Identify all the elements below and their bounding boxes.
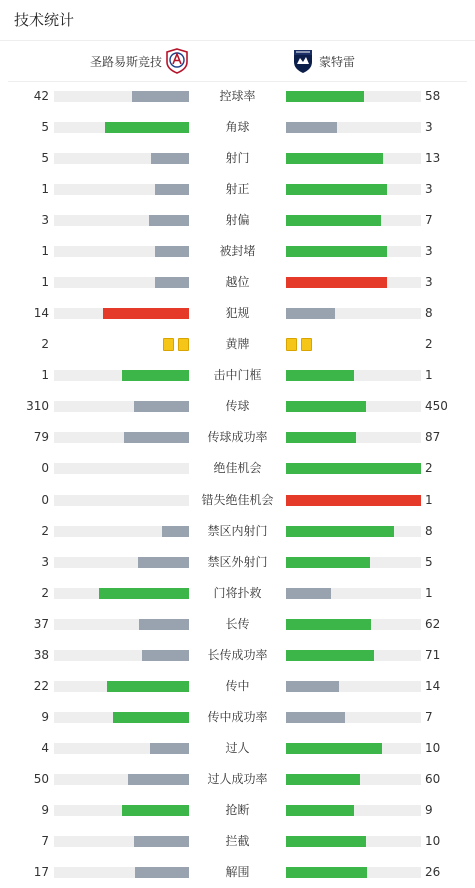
away-bar-fill bbox=[286, 588, 331, 599]
away-bar-track bbox=[286, 401, 421, 412]
home-bar-track bbox=[54, 867, 189, 878]
home-bar-track bbox=[54, 401, 189, 412]
home-bar-track bbox=[54, 246, 189, 257]
away-bar-track bbox=[286, 867, 421, 878]
home-value: 37 bbox=[33, 616, 49, 631]
home-yellow-cards bbox=[163, 338, 189, 351]
stat-label: 拦截 bbox=[225, 833, 250, 848]
stat-row bbox=[0, 360, 475, 391]
home-bar-fill bbox=[155, 184, 189, 195]
away-bar-track bbox=[286, 370, 421, 381]
yellow-card-icon bbox=[178, 338, 189, 351]
away-bar-track bbox=[286, 153, 421, 164]
away-value: 3 bbox=[425, 244, 433, 259]
away-bar-fill bbox=[286, 91, 364, 102]
home-value: 2 bbox=[41, 523, 49, 538]
home-bar-fill bbox=[107, 681, 189, 692]
stat-label: 禁区内射门 bbox=[207, 523, 268, 538]
away-bar-track bbox=[286, 588, 421, 599]
away-value: 26 bbox=[425, 865, 441, 879]
away-bar-track bbox=[286, 650, 421, 661]
atletico-san-luis-logo-icon[interactable] bbox=[165, 48, 189, 74]
home-bar-fill bbox=[105, 122, 189, 133]
home-bar-track bbox=[54, 619, 189, 630]
home-value: 7 bbox=[41, 833, 49, 848]
page-title: 技术统计 bbox=[14, 11, 75, 29]
stat-label: 射门 bbox=[225, 151, 250, 166]
away-bar-track bbox=[286, 557, 421, 568]
away-value: 62 bbox=[425, 616, 441, 631]
away-value: 10 bbox=[425, 833, 441, 848]
home-bar-track bbox=[54, 743, 189, 754]
stat-row bbox=[0, 609, 475, 640]
home-team-name[interactable]: 圣路易斯竞技 bbox=[89, 55, 162, 69]
home-bar-track bbox=[54, 774, 189, 785]
away-value: 5 bbox=[425, 554, 433, 569]
home-value: 5 bbox=[41, 151, 49, 166]
away-bar-track bbox=[286, 463, 421, 474]
away-bar-fill bbox=[286, 432, 356, 443]
stat-label: 越位 bbox=[225, 275, 250, 290]
home-value: 42 bbox=[33, 89, 49, 103]
title-divider bbox=[0, 40, 475, 41]
stat-row bbox=[0, 516, 475, 547]
stat-label: 长传成功率 bbox=[207, 647, 268, 662]
home-value: 1 bbox=[41, 368, 49, 383]
away-bar-fill bbox=[286, 246, 387, 257]
away-value: 450 bbox=[425, 399, 448, 414]
away-bar-track bbox=[286, 619, 421, 630]
away-bar-track bbox=[286, 836, 421, 847]
yellow-card-icon bbox=[163, 338, 174, 351]
home-bar-fill bbox=[149, 215, 190, 226]
away-bar-fill bbox=[286, 308, 335, 319]
home-bar-fill bbox=[155, 277, 189, 288]
home-bar-track bbox=[54, 836, 189, 847]
home-value: 9 bbox=[41, 802, 49, 817]
away-bar-track bbox=[286, 246, 421, 257]
stat-row bbox=[0, 143, 475, 174]
home-bar-track bbox=[54, 650, 189, 661]
away-bar-track bbox=[286, 277, 421, 288]
away-bar-fill bbox=[286, 774, 360, 785]
away-value: 1 bbox=[425, 585, 433, 600]
away-value: 3 bbox=[425, 275, 433, 290]
away-bar-track bbox=[286, 774, 421, 785]
away-value: 9 bbox=[425, 802, 433, 817]
away-bar-track bbox=[286, 743, 421, 754]
home-bar-track bbox=[54, 370, 189, 381]
stat-row bbox=[0, 578, 475, 609]
home-bar-track bbox=[54, 215, 189, 226]
away-bar-fill bbox=[286, 805, 354, 816]
away-value: 8 bbox=[425, 523, 433, 538]
home-bar-track bbox=[54, 308, 189, 319]
home-bar-fill bbox=[138, 557, 189, 568]
home-bar-track bbox=[54, 712, 189, 723]
home-bar-fill bbox=[134, 401, 189, 412]
away-bar-fill bbox=[286, 836, 366, 847]
away-value: 7 bbox=[425, 213, 433, 228]
away-value: 2 bbox=[425, 461, 433, 476]
home-bar-fill bbox=[99, 588, 189, 599]
away-bar-fill bbox=[286, 122, 337, 133]
home-bar-fill bbox=[134, 836, 189, 847]
home-value: 3 bbox=[41, 554, 49, 569]
away-value: 1 bbox=[425, 368, 433, 383]
away-bar-fill bbox=[286, 463, 421, 474]
stat-label: 击中门框 bbox=[213, 368, 262, 383]
stat-label: 抢断 bbox=[225, 802, 250, 817]
yellow-card-icon bbox=[286, 338, 297, 351]
away-value: 87 bbox=[425, 430, 441, 445]
stat-row bbox=[0, 81, 475, 112]
away-bar-track bbox=[286, 805, 421, 816]
away-value: 71 bbox=[425, 647, 441, 662]
home-value: 1 bbox=[41, 275, 49, 290]
away-value: 3 bbox=[425, 182, 433, 197]
stat-row bbox=[0, 640, 475, 671]
stat-row bbox=[0, 205, 475, 236]
stat-label: 被封堵 bbox=[219, 244, 256, 259]
away-bar-fill bbox=[286, 184, 387, 195]
stat-row bbox=[0, 174, 475, 205]
home-bar-fill bbox=[122, 370, 190, 381]
away-value: 13 bbox=[425, 151, 441, 166]
home-bar-track bbox=[54, 277, 189, 288]
stat-row bbox=[0, 112, 475, 143]
home-value: 2 bbox=[41, 585, 49, 600]
stat-row bbox=[0, 547, 475, 578]
stat-label: 黄牌 bbox=[225, 337, 250, 352]
away-bar-track bbox=[286, 681, 421, 692]
stat-label: 传球成功率 bbox=[207, 430, 268, 445]
away-bar-fill bbox=[286, 650, 374, 661]
home-bar-fill bbox=[135, 867, 189, 878]
stat-label: 解围 bbox=[225, 865, 250, 879]
stat-row bbox=[0, 298, 475, 329]
home-bar-fill bbox=[150, 743, 189, 754]
home-bar-fill bbox=[139, 619, 189, 630]
stat-row bbox=[0, 702, 475, 733]
home-value: 2 bbox=[41, 337, 49, 352]
away-bar-fill bbox=[286, 557, 370, 568]
yellow-card-icon bbox=[301, 338, 312, 351]
away-bar-track bbox=[286, 122, 421, 133]
home-bar-track bbox=[54, 681, 189, 692]
away-bar-track bbox=[286, 495, 421, 506]
stat-row bbox=[0, 485, 475, 516]
home-bar-track bbox=[54, 463, 189, 474]
stat-label: 犯规 bbox=[225, 306, 250, 321]
away-value: 1 bbox=[425, 492, 433, 507]
home-bar-fill bbox=[155, 246, 189, 257]
stat-label: 过人 bbox=[225, 740, 250, 755]
home-bar-fill bbox=[122, 805, 190, 816]
away-bar-track bbox=[286, 526, 421, 537]
away-bar-fill bbox=[286, 401, 366, 412]
home-bar-track bbox=[54, 588, 189, 599]
home-bar-track bbox=[54, 91, 189, 102]
home-bar-track bbox=[54, 122, 189, 133]
home-bar-track bbox=[54, 184, 189, 195]
stat-label: 禁区外射门 bbox=[207, 554, 268, 569]
home-value: 0 bbox=[41, 461, 49, 476]
stat-row bbox=[0, 733, 475, 764]
stat-row bbox=[0, 857, 475, 888]
away-bar-fill bbox=[286, 681, 339, 692]
stat-row bbox=[0, 826, 475, 857]
home-value: 1 bbox=[41, 182, 49, 197]
stat-row bbox=[0, 671, 475, 702]
away-bar-fill bbox=[286, 743, 382, 754]
stat-row bbox=[0, 236, 475, 267]
away-bar-fill bbox=[286, 495, 421, 506]
stat-label: 错失绝佳机会 bbox=[201, 492, 274, 507]
home-value: 0 bbox=[41, 492, 49, 507]
stat-label: 过人成功率 bbox=[207, 771, 268, 786]
stat-row bbox=[0, 795, 475, 826]
away-bar-fill bbox=[286, 867, 367, 878]
stat-row bbox=[0, 764, 475, 795]
home-bar-fill bbox=[128, 774, 189, 785]
stat-label: 角球 bbox=[225, 120, 250, 135]
away-bar-fill bbox=[286, 712, 345, 723]
stat-row bbox=[0, 267, 475, 298]
away-bar-fill bbox=[286, 215, 381, 226]
away-team-name[interactable]: 蒙特雷 bbox=[319, 55, 356, 69]
home-value: 3 bbox=[41, 213, 49, 228]
home-value: 14 bbox=[33, 306, 49, 321]
stat-label: 绝佳机会 bbox=[213, 461, 262, 476]
stat-row bbox=[0, 453, 475, 484]
away-value: 10 bbox=[425, 740, 441, 755]
monterrey-logo-icon[interactable] bbox=[292, 48, 314, 74]
away-value: 7 bbox=[425, 709, 433, 724]
home-value: 17 bbox=[33, 865, 49, 879]
stat-row bbox=[0, 422, 475, 453]
away-bar-fill bbox=[286, 619, 371, 630]
away-yellow-cards bbox=[286, 338, 312, 351]
home-value: 22 bbox=[33, 678, 49, 693]
away-value: 3 bbox=[425, 120, 433, 135]
home-bar-fill bbox=[142, 650, 189, 661]
stat-label: 传球 bbox=[225, 399, 250, 414]
stat-row bbox=[0, 391, 475, 422]
home-bar-track bbox=[54, 557, 189, 568]
home-bar-fill bbox=[124, 432, 189, 443]
away-value: 60 bbox=[425, 771, 441, 786]
away-value: 58 bbox=[425, 89, 441, 103]
home-value: 79 bbox=[33, 430, 49, 445]
teams-header bbox=[0, 46, 475, 76]
home-value: 5 bbox=[41, 120, 49, 135]
home-value: 1 bbox=[41, 244, 49, 259]
stat-label: 长传 bbox=[225, 616, 250, 631]
home-bar-fill bbox=[103, 308, 189, 319]
away-value: 2 bbox=[425, 337, 433, 352]
away-value: 8 bbox=[425, 306, 433, 321]
home-bar-track bbox=[54, 526, 189, 537]
away-value: 14 bbox=[425, 678, 441, 693]
home-bar-fill bbox=[162, 526, 189, 537]
home-value: 38 bbox=[33, 647, 49, 662]
home-bar-fill bbox=[113, 712, 189, 723]
stat-label: 射偏 bbox=[225, 213, 250, 228]
away-bar-track bbox=[286, 712, 421, 723]
home-value: 9 bbox=[41, 709, 49, 724]
stat-label: 射正 bbox=[225, 182, 250, 197]
home-value: 50 bbox=[33, 771, 49, 786]
away-bar-track bbox=[286, 91, 421, 102]
home-value: 310 bbox=[26, 399, 49, 414]
home-bar-fill bbox=[151, 153, 189, 164]
away-bar-fill bbox=[286, 277, 387, 288]
away-bar-track bbox=[286, 215, 421, 226]
stat-label: 传中成功率 bbox=[207, 709, 268, 724]
stat-label: 门将扑救 bbox=[213, 585, 262, 600]
away-bar-track bbox=[286, 308, 421, 319]
home-bar-track bbox=[54, 432, 189, 443]
away-bar-track bbox=[286, 184, 421, 195]
stat-label: 控球率 bbox=[219, 89, 256, 103]
away-bar-fill bbox=[286, 370, 354, 381]
home-bar-track bbox=[54, 153, 189, 164]
stat-label: 传中 bbox=[225, 678, 250, 693]
home-bar-track bbox=[54, 805, 189, 816]
away-bar-track bbox=[286, 432, 421, 443]
home-bar-track bbox=[54, 495, 189, 506]
home-value: 4 bbox=[41, 740, 49, 755]
stat-row bbox=[0, 329, 475, 360]
away-bar-fill bbox=[286, 153, 383, 164]
away-bar-fill bbox=[286, 526, 394, 537]
home-bar-fill bbox=[132, 91, 189, 102]
